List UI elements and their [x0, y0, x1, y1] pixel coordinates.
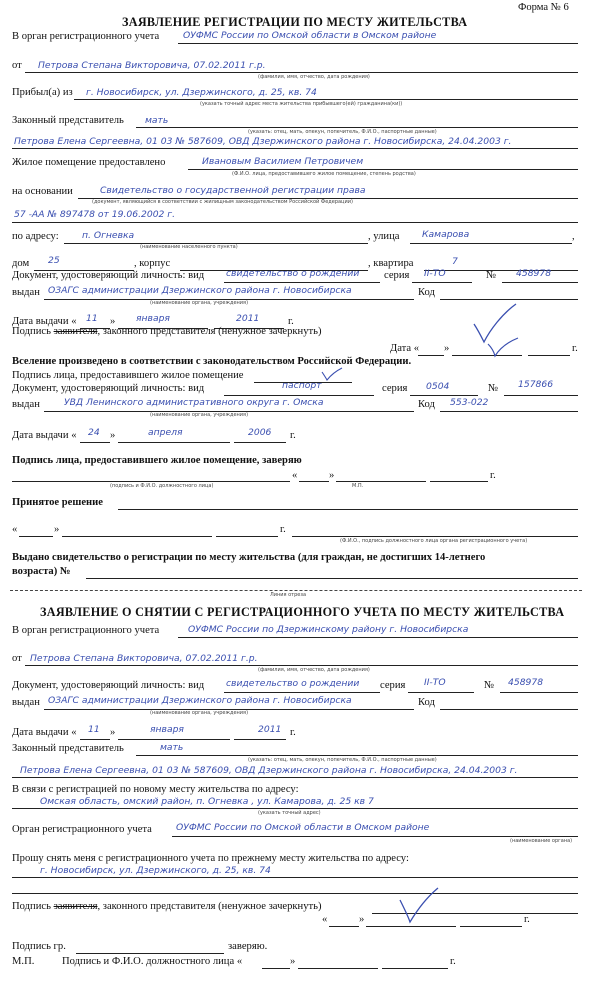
- reg-certificate-text2: возраста) №: [12, 566, 71, 577]
- reg-date-month[interactable]: января: [136, 313, 170, 324]
- reg-rep-caption: (указать: отец, мать, опекун, попечитель, Ф.И.О., паспортные данные): [248, 129, 437, 135]
- dereg-date-day[interactable]: 11: [88, 724, 100, 735]
- reg-arrived-caption: (указать точный адрес места жительства прибывшего(ей) гражданина(ки)): [200, 101, 403, 107]
- reg-issued2-value[interactable]: УВД Ленинского административного округа г. Омска: [64, 397, 324, 408]
- deregistration-title: ЗАЯВЛЕНИЕ О СНЯТИИ С РЕГИСТРАЦИОННОГО УЧЕТА ПО МЕСТУ ЖИТЕЛЬСТВА: [40, 605, 565, 619]
- reg-korpus-label: , корпус: [134, 258, 171, 269]
- reg-rep-label: Законный представитель: [12, 115, 124, 126]
- dereg-date-label: Дата выдачи «: [12, 727, 77, 738]
- reg-date3-year[interactable]: 2006: [248, 427, 272, 438]
- dereg-citizen-sign-label: Подпись гр.: [12, 941, 66, 952]
- dereg-issued-value[interactable]: ОЗАГС администрации Дзержинского района г. Новосибирска: [48, 695, 352, 706]
- dereg-organ-label: В орган регистрационного учета: [12, 625, 160, 636]
- dereg-from-caption: (фамилия, имя, отчество, дата рождения): [258, 667, 370, 673]
- reg-rep-value[interactable]: мать: [145, 115, 169, 126]
- reg-code2-value[interactable]: 553-022: [450, 397, 489, 408]
- reg-series-label: серия: [384, 270, 410, 281]
- reg-certify-label: Подпись лица, предоставившего жилое помещение, заверяю: [12, 455, 302, 466]
- reg-street-value[interactable]: Камарова: [422, 229, 470, 240]
- reg-organ-label: В орган регистрационного учета: [12, 31, 160, 42]
- dereg-mp: М.П.: [12, 956, 35, 967]
- reg-address-value[interactable]: п. Огневка: [82, 230, 135, 241]
- reg-issued2-label: выдан: [12, 399, 40, 410]
- dereg-new-address-caption: (указать точный адрес): [258, 810, 321, 816]
- cut-line-label: Линия отреза: [270, 592, 307, 598]
- dereg-organ2-label: Орган регистрационного учета: [12, 824, 152, 835]
- reg-series-value[interactable]: II-ТО: [424, 268, 446, 279]
- dereg-rep-value[interactable]: мать: [160, 742, 184, 753]
- reg-street-label: , улица: [368, 231, 400, 242]
- reg-housing-caption: (Ф.И.О. лица, предоставившего жилое помещение, степень родства): [232, 171, 416, 177]
- reg-doc2-value[interactable]: паспорт: [282, 380, 322, 391]
- dereg-organ-value[interactable]: ОУФМС России по Дзержинскому району г. Новосибирска: [188, 624, 469, 635]
- reg-house-value[interactable]: 25: [48, 255, 60, 266]
- reg-from-value[interactable]: Петрова Степана Викторовича, 07.02.2011 г.р.: [38, 60, 266, 71]
- reg-kv-value[interactable]: 7: [452, 256, 458, 267]
- dereg-request-label: Прошу снять меня с регистрационного учета по прежнему месту жительства по адресу:: [12, 853, 409, 864]
- reg-housing-label: Жилое помещение предоставлено: [12, 157, 166, 168]
- reg-address-caption: (наименование населенного пункта): [140, 244, 238, 250]
- reg-num-value[interactable]: 458978: [516, 268, 552, 279]
- dereg-new-address-value[interactable]: Омская область, омский район, п. Огневка , ул. Камарова, д. 25 кв 7: [40, 796, 374, 807]
- dereg-official-label: Подпись и Ф.И.О. должностного лица «: [62, 956, 243, 967]
- reg-num-label: №: [486, 270, 497, 281]
- reg-issued-caption: (наименование органа, учреждения): [150, 300, 249, 306]
- dereg-request-value[interactable]: г. Новосибирск, ул. Дзержинского, д. 25, кв. 74: [40, 865, 271, 876]
- reg-series2-label: серия: [382, 383, 408, 394]
- reg-sign-line: Подпись заявителя, законного представителя (ненужное зачеркнуть): [12, 326, 322, 337]
- reg-issued-value[interactable]: ОЗАГС администрации Дзержинского района г. Новосибирска: [48, 285, 352, 296]
- reg-organ-value[interactable]: ОУФМС России по Омской области в Омском районе: [183, 30, 437, 41]
- dereg-certify-word: заверяю.: [228, 941, 268, 952]
- dereg-organ2-caption: (наименование органа): [510, 838, 573, 844]
- reg-num2-label: №: [488, 383, 499, 394]
- reg-date2-label: Дата «: [390, 343, 420, 354]
- reg-doc2-label: Документ, удостоверяющий личность: вид: [12, 383, 205, 394]
- reg-date3-month[interactable]: апреля: [148, 427, 183, 438]
- reg-num2-value[interactable]: 157866: [518, 379, 554, 390]
- reg-decision-caption: (Ф.И.О., подпись должностного лица органа регистрационного учета): [340, 538, 528, 544]
- dereg-rep-details[interactable]: Петрова Елена Сергеевна, 01 03 № 587609, ОВД Дзержинского района г. Новосибирска, 24.04.2003 г.: [20, 765, 518, 776]
- dereg-num-label: №: [484, 680, 495, 691]
- reg-arrived-value[interactable]: г. Новосибирск, ул. Дзержинского, д. 25, кв. 74: [86, 87, 317, 98]
- dereg-applicant-signature: [398, 886, 442, 928]
- reg-issued2-caption: (наименование органа, учреждения): [150, 412, 249, 418]
- reg-certificate-text1: Выдано свидетельство о регистрации по месту жительства (для граждан, не достигших 14-летнего: [12, 552, 486, 563]
- registration-title: ЗАЯВЛЕНИЕ РЕГИСТРАЦИИ ПО МЕСТУ ЖИТЕЛЬСТВА: [122, 15, 468, 29]
- dereg-rep-caption: (указать: отец, мать, опекун, попечитель, Ф.И.О., паспортные данные): [248, 757, 437, 763]
- dereg-doc-value[interactable]: свидетельство о рождении: [226, 678, 360, 689]
- reg-issued-label: выдан: [12, 287, 40, 298]
- reg-doc-label: Документ, удостоверяющий личность: вид: [12, 270, 205, 281]
- dereg-date-year[interactable]: 2011: [258, 724, 282, 735]
- dereg-doc-label: Документ, удостоверяющий личность: вид: [12, 680, 205, 691]
- dereg-series-value[interactable]: II-ТО: [424, 677, 446, 688]
- reg-date-day[interactable]: 11: [86, 313, 98, 324]
- dereg-from-value[interactable]: Петрова Степана Викторовича, 07.02.2011 г.р.: [30, 653, 258, 664]
- reg-code2-label: Код: [418, 399, 435, 410]
- reg-rep-details[interactable]: Петрова Елена Сергеевна, 01 03 № 587609, ОВД Дзержинского района г. Новосибирска, 24.04.2003 г.: [14, 136, 512, 147]
- reg-house-label: дом: [12, 258, 30, 269]
- reg-date3-day[interactable]: 24: [88, 427, 100, 438]
- dereg-issued-caption: (наименование органа, учреждения): [150, 710, 249, 716]
- reg-series2-value[interactable]: 0504: [426, 381, 450, 392]
- reg-code-label: Код: [418, 287, 435, 298]
- dereg-sign-line: Подпись заявителя, законного представителя (ненужное зачеркнуть): [12, 901, 322, 912]
- reg-basis-label: на основании: [12, 186, 73, 197]
- reg-basis-value2[interactable]: 57 -АА № 897478 от 19.06.2002 г.: [14, 209, 176, 220]
- form-number: Форма № 6: [518, 2, 569, 13]
- reg-doc-value[interactable]: свидетельство о рождении: [226, 268, 360, 279]
- reg-kv-label: , квартира: [368, 258, 414, 269]
- reg-address-label: по адресу:: [12, 231, 59, 242]
- reg-from-caption: (фамилия, имя, отчество, дата рождения): [258, 74, 370, 80]
- dereg-rep-label: Законный представитель: [12, 743, 124, 754]
- dereg-issued-label: выдан: [12, 697, 40, 708]
- reg-arrived-label: Прибыл(а) из: [12, 87, 73, 98]
- dereg-code-label: Код: [418, 697, 435, 708]
- dereg-num-value[interactable]: 458978: [508, 677, 544, 688]
- reg-basis-value[interactable]: Свидетельство о государственной регистрации права: [100, 185, 366, 196]
- dereg-series-label: серия: [380, 680, 406, 691]
- dereg-from-label: от: [12, 653, 22, 664]
- reg-date-label: Дата выдачи «: [12, 316, 77, 327]
- reg-basis-caption: (документ, являющийся в соответствии с жилищным законодательством Российской Федерации): [92, 199, 353, 205]
- reg-date-year[interactable]: 2011: [236, 313, 260, 324]
- reg-from-label: от: [12, 60, 22, 71]
- reg-settled-text: Вселение произведено в соответствии с законодательством Российской Федерации.: [12, 356, 412, 367]
- reg-date-signature: [486, 336, 520, 360]
- reg-certify-caption: (подпись и Ф.И.О. должностного лица): [110, 483, 214, 489]
- reg-mp: М.П.: [352, 483, 364, 489]
- reg-provider-signature: [320, 366, 344, 382]
- reg-date3-label: Дата выдачи «: [12, 430, 77, 441]
- reg-provider-sign-label: Подпись лица, предоставившего жилое помещение: [12, 370, 244, 381]
- reg-year-suffix: г.: [288, 316, 294, 327]
- reg-decision-label: Принятое решение: [12, 497, 103, 508]
- reg-housing-value[interactable]: Ивановым Василием Петровичем: [202, 156, 364, 167]
- dereg-organ2-value[interactable]: ОУФМС России по Омской области в Омском районе: [176, 822, 430, 833]
- dereg-date-month[interactable]: января: [150, 724, 184, 735]
- dereg-new-address-label: В связи с регистрацией по новому месту жительства по адресу:: [12, 784, 299, 795]
